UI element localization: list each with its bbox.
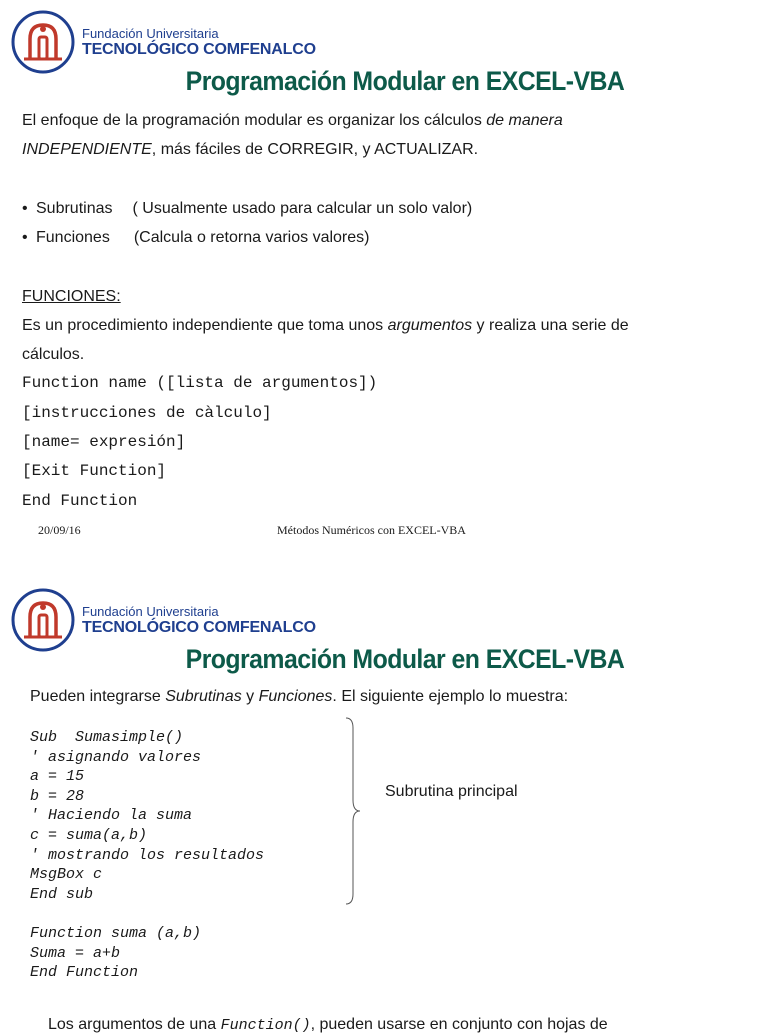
bottom-text-c: , pueden usarse en conjunto con hojas de [310, 1016, 608, 1033]
institution-name [82, 27, 316, 58]
bullet-item [22, 199, 472, 219]
bullet-icon: • [22, 229, 28, 246]
institution-name [82, 605, 316, 636]
definition-line-2: cálculos. [22, 346, 85, 363]
intro-line [30, 687, 568, 707]
intro-text: y [241, 688, 259, 705]
bullet-icon: • [22, 200, 28, 217]
code-line: Suma = a+b [30, 944, 121, 962]
intro-italic-2: INDEPENDIENTE [22, 141, 152, 158]
code-line: End sub [30, 885, 94, 903]
bullet-term: Funciones [36, 229, 110, 246]
code-line: [Exit Function] [22, 462, 167, 480]
footer-course: Métodos Numéricos con EXCEL-VBA [277, 523, 466, 537]
code-line: Function name ([lista de argumentos]) [22, 374, 378, 392]
institution-line2: TECNOLÓGICO COMFENALCO [82, 41, 316, 58]
definition-text: Es un procedimiento independiente que toma unos [22, 317, 388, 334]
slide-title: Programación Modular en EXCEL-VBA [185, 66, 625, 96]
code-line: ' mostrando los resultados [30, 846, 265, 864]
code-line: End Function [30, 964, 139, 982]
bullet-item [22, 228, 369, 248]
curly-brace-icon [343, 716, 363, 906]
code-line: a = 15 [30, 768, 85, 786]
intro-line-1 [22, 111, 563, 131]
bullet-desc: ( Usualmente usado para calcular un solo valor) [132, 200, 473, 217]
intro-italic: Subrutinas [165, 688, 242, 705]
code-line: c = suma(a,b) [30, 826, 148, 844]
intro-text-2: , más fáciles de CORREGIR, y ACTUALIZAR. [151, 141, 479, 158]
code-example [30, 728, 264, 983]
code-line: MsgBox c [30, 866, 103, 884]
code-line: End Function [22, 492, 138, 510]
bullet-term: Subrutinas [36, 200, 113, 217]
section-heading: FUNCIONES: [22, 288, 121, 305]
code-line: Function suma (a,b) [30, 924, 202, 942]
intro-text: Pueden integrarse [30, 688, 166, 705]
intro-text: El enfoque de la programación modular es organizar los cálculos [22, 112, 487, 129]
bottom-text-a: Los argumentos de una [48, 1016, 221, 1033]
bullet-desc: (Calcula o retorna varios valores) [133, 229, 370, 246]
definition-italic: argumentos [387, 317, 473, 334]
code-line: ' Haciendo la suma [30, 807, 193, 825]
intro-italic: Funciones [258, 688, 333, 705]
code-line: ' asignando valores [30, 748, 202, 766]
slide-title: Programación Modular en EXCEL-VBA [185, 644, 625, 674]
definition-line-1 [22, 316, 629, 336]
brace-label: Subrutina principal [385, 783, 518, 800]
code-line: [instrucciones de càlculo] [22, 404, 272, 422]
code-line: b = 28 [30, 787, 85, 805]
bottom-text [48, 1015, 608, 1036]
code-line [30, 904, 264, 924]
definition-text-end: y realiza una serie de [472, 317, 629, 334]
institution-line2: TECNOLÓGICO COMFENALCO [82, 619, 316, 636]
intro-line-2 [22, 140, 478, 160]
institution-line1: Fundación Universitaria [82, 604, 219, 619]
footer-date: 20/09/16 [38, 523, 81, 537]
intro-italic: de manera [486, 112, 563, 129]
bottom-code: Function() [220, 1017, 311, 1034]
code-line: Sub Sumasimple() [30, 729, 184, 746]
institution-line1: Fundación Universitaria [82, 26, 219, 41]
intro-text: . El siguiente ejemplo lo muestra: [332, 688, 569, 705]
code-line: [name= expresión] [22, 433, 186, 451]
slide-2 [0, 578, 768, 1034]
